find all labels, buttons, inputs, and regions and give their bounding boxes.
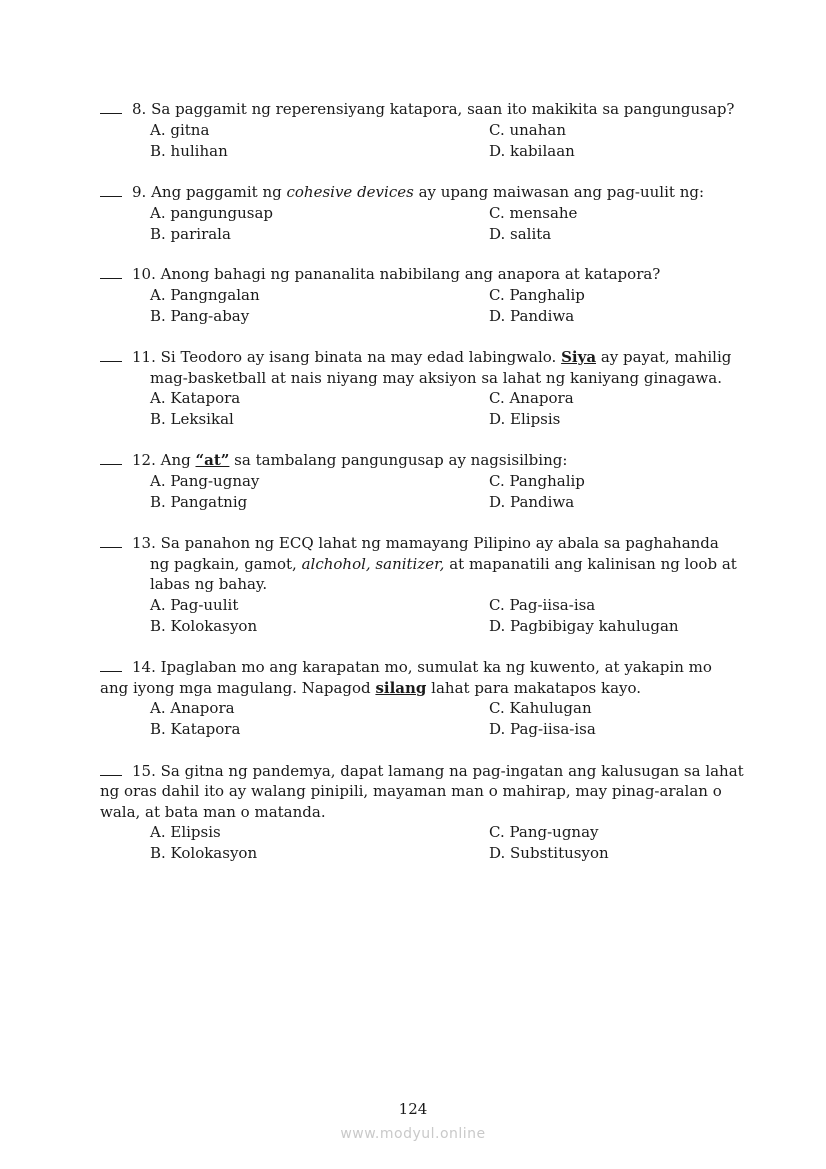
- option-b: B. parirala: [150, 225, 231, 243]
- question-text: 14. Ipaglaban mo ang karapatan mo, sumulat ka ng kuwento, at yakapin mo: [132, 658, 712, 676]
- option-c: C. Panghalip: [489, 472, 585, 490]
- option-c: C. mensahe: [489, 204, 578, 222]
- option-c: C. Panghalip: [489, 286, 585, 304]
- option-c: C. Anapora: [489, 389, 574, 407]
- question-8: [100, 99, 734, 119]
- option-a: A. Pangngalan: [150, 286, 260, 304]
- option-b: B. Pangatnig: [150, 493, 248, 511]
- question-14: [100, 657, 712, 677]
- option-d: D. Pandiwa: [489, 493, 575, 511]
- answer-blank[interactable]: [100, 763, 122, 776]
- option-c: C. unahan: [489, 121, 567, 139]
- option-d: D. Elipsis: [489, 410, 561, 428]
- option-b: B. Pang-abay: [150, 307, 250, 325]
- question-text-continued: labas ng bahay.: [150, 575, 268, 593]
- answer-blank[interactable]: [100, 184, 122, 197]
- question-text-continued: mag-basketball at nais niyang may aksiyon sa lahat ng kaniyang ginagawa.: [150, 369, 722, 387]
- option-a: A. gitna: [150, 121, 210, 139]
- option-c: C. Pang-ugnay: [489, 823, 599, 841]
- option-a: A. Pang-ugnay: [150, 472, 260, 490]
- answer-blank[interactable]: [100, 266, 122, 279]
- question-text: 8. Sa paggamit ng reperensiyang katapora, saan ito makikita sa pangungusap?: [132, 100, 735, 118]
- option-d: D. Pag-iisa-isa: [489, 720, 596, 738]
- question-13: [100, 533, 719, 553]
- option-c: C. Kahulugan: [489, 699, 592, 717]
- option-d: D. kabilaan: [489, 142, 575, 160]
- question-text-continued: ng oras dahil ito ay walang pinipili, mayaman man o mahirap, may pinag-aralan o: [100, 782, 722, 800]
- answer-blank[interactable]: [100, 659, 122, 672]
- option-c: C. Pag-iisa-isa: [489, 596, 596, 614]
- underlined-word: Siya: [561, 348, 597, 366]
- option-d: D. Substitusyon: [489, 844, 609, 862]
- question-text-continued: ang iyong mga magulang. Napagod silang lahat para makatapos kayo.: [100, 679, 642, 697]
- option-b: B. hulihan: [150, 142, 228, 160]
- watermark: www.modyul.online: [340, 1126, 486, 1142]
- page-number: 124: [398, 1100, 428, 1118]
- answer-blank[interactable]: [100, 452, 122, 465]
- underlined-word: “at”: [195, 451, 230, 469]
- question-text-continued: wala, at bata man o matanda.: [100, 803, 326, 821]
- option-b: B. Kolokasyon: [150, 844, 258, 862]
- underlined-word: silang: [375, 679, 427, 697]
- question-text: 10. Anong bahagi ng pananalita nabibilang ang anapora at katapora?: [132, 265, 661, 283]
- option-b: B. Leksikal: [150, 410, 234, 428]
- question-text: 15. Sa gitna ng pandemya, dapat lamang na pag-ingatan ang kalusugan sa lahat: [132, 762, 744, 780]
- option-a: A. Anapora: [150, 699, 235, 717]
- question-11: 11. Si Teodoro ay isang binata na may edad labingwalo. Siya ay payat, mahilig: [100, 347, 731, 367]
- option-d: D. Pagbibigay kahulugan: [489, 617, 679, 635]
- option-b: B. Kolokasyon: [150, 617, 258, 635]
- option-d: D. Pandiwa: [489, 307, 575, 325]
- option-a: A. Elipsis: [150, 823, 221, 841]
- option-d: D. salita: [489, 225, 552, 243]
- question-text: 13. Sa panahon ng ECQ lahat ng mamayang Pilipino ay abala sa paghahanda: [132, 534, 719, 552]
- option-a: A. Pag-uulit: [150, 596, 239, 614]
- emphasis-text: alchohol, sanitizer,: [301, 555, 445, 573]
- answer-blank[interactable]: [100, 535, 122, 548]
- answer-blank[interactable]: [100, 101, 122, 114]
- question-15: [100, 761, 744, 781]
- option-a: A. pangungusap: [150, 204, 274, 222]
- question-10: [100, 264, 660, 284]
- question-12: 12. Ang “at” sa tambalang pangungusap ay nagsisilbing:: [100, 450, 567, 470]
- option-a: A. Katapora: [150, 389, 241, 407]
- emphasis-text: cohesive devices: [286, 183, 414, 201]
- option-b: B. Katapora: [150, 720, 241, 738]
- question-9: 9. Ang paggamit ng cohesive devices ay upang maiwasan ang pag-uulit ng:: [100, 182, 704, 202]
- question-text-continued: ng pagkain, gamot, alchohol, sanitizer, at mapanatili ang kalinisan ng loob at: [150, 555, 737, 573]
- answer-blank[interactable]: [100, 349, 122, 362]
